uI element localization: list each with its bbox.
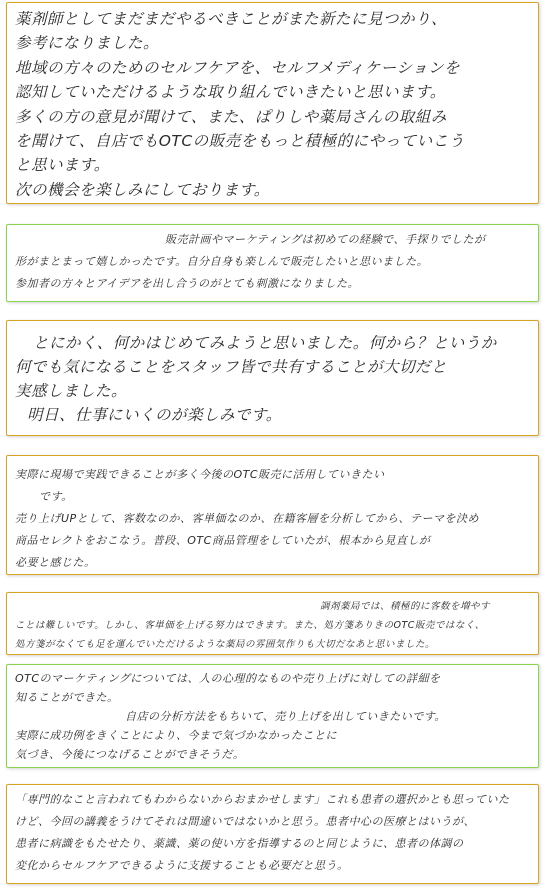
handwritten-line: 何でも気になることをスタッフ皆で共有することが大切だと [15,358,448,376]
handwritten-line: を聞けて、自店でもOTCの販売をもっと積極的にやっていこう [15,132,465,151]
handwritten-line: 参加者の方々とアイデアを出し合うのがとても刺激になりました。 [15,277,360,290]
comment-card-7 [6,784,539,884]
handwritten-line: けど、今回の講義をうけてそれは間違いではないかと思う。患者中心の医療とはいうが、 [15,815,475,828]
handwritten-line: 気づき、今後につなげることができそうだ。 [15,748,245,761]
handwritten-line: 地域の方々のためのセルフケアを、セルフメディケーションを [15,58,461,77]
handwritten-line: 多くの方の意見が聞けて、また、ぱりしや薬局さんの取組み [15,107,447,126]
comment-text [15,669,530,764]
comment-text [15,460,530,574]
handwritten-line: 実際に現場で実践できることが多く今後のOTC販売に活用していきたい [15,468,385,481]
handwritten-line: OTCのマーケティングについては、人の心理的なものや売り上げに対しての詳細を [15,672,441,685]
handwritten-line: 参考になりました。 [15,34,160,53]
handwritten-line: 処方箋がなくても足を運んでいただけるような薬局の雰囲気作りも大切だなあと思いました。 [15,639,436,650]
comment-card-5 [6,592,539,655]
comment-card-1 [6,2,539,204]
handwritten-line: 変化からセルフケアできるように支援することも必要だと思う。 [15,859,349,872]
handwritten-line: 実際に成功例をきくことにより、今まで気づかなかったことに [15,729,337,742]
comment-text [15,325,530,427]
handwritten-line: と思います。 [15,156,110,175]
comment-card-2 [6,224,539,302]
handwritten-line: 明日、仕事にいくのが楽しみです。 [27,406,282,424]
comment-text [15,597,530,654]
handwritten-line: 商品セレクトをおこなう。普段、OTC商品管理をしていたが、根本から見直しが [15,534,431,547]
handwritten-line: 認知していただけるような取り組んでいきたいと思います。 [15,83,446,102]
comment-card-4 [6,455,539,575]
comment-card-3 [6,320,539,436]
handwritten-line: 次の機会を楽しみにしております。 [15,180,270,199]
handwritten-line: 販売計画やマーケティングは初めての経験で、手探りでしたが [165,233,486,246]
handwritten-line: 薬剤師としてまだまだやるべきことがまた新たに見つかり、 [15,10,448,28]
comment-text [15,229,530,295]
handwritten-line: とにかく、何かはじめてみようと思いました。何から？というか [33,334,497,352]
comment-text [15,789,530,877]
handwritten-line: です。 [39,490,73,503]
handwritten-line: 自店の分析方法をもちいて、売り上げを出していきたいです。 [125,710,446,723]
handwritten-line: 必要と感じた。 [15,556,96,569]
handwritten-line: 実感しました。 [15,382,128,400]
handwritten-line: 「専門的なこと言われてもわからないからおまかせします」これも患者の選択かとも思っていた [15,793,510,806]
handwritten-line: 知ることができた。 [15,691,119,704]
handwritten-line: ことは難しいです。しかし、客単価を上げる努力はできます。また、処方箋ありきのOTC販売ではなく、 [15,620,485,631]
handwritten-line: 形がまとまって嬉しかったです。自分自身も楽しんで販売したいと思いました。 [15,255,429,268]
comment-card-6 [6,664,539,768]
comment-text [15,7,530,202]
handwritten-line: 売り上げUPとして、客数なのか、客単価なのか、在籍客層を分析してから、テーマを決め [15,512,479,525]
handwritten-line: 患者に病識をもたせたり、薬識、薬の使い方を指導するのと同じように、患者の体調の [15,837,464,850]
handwritten-line: 調剤薬局では、積極的に客数を増やす [320,601,491,612]
